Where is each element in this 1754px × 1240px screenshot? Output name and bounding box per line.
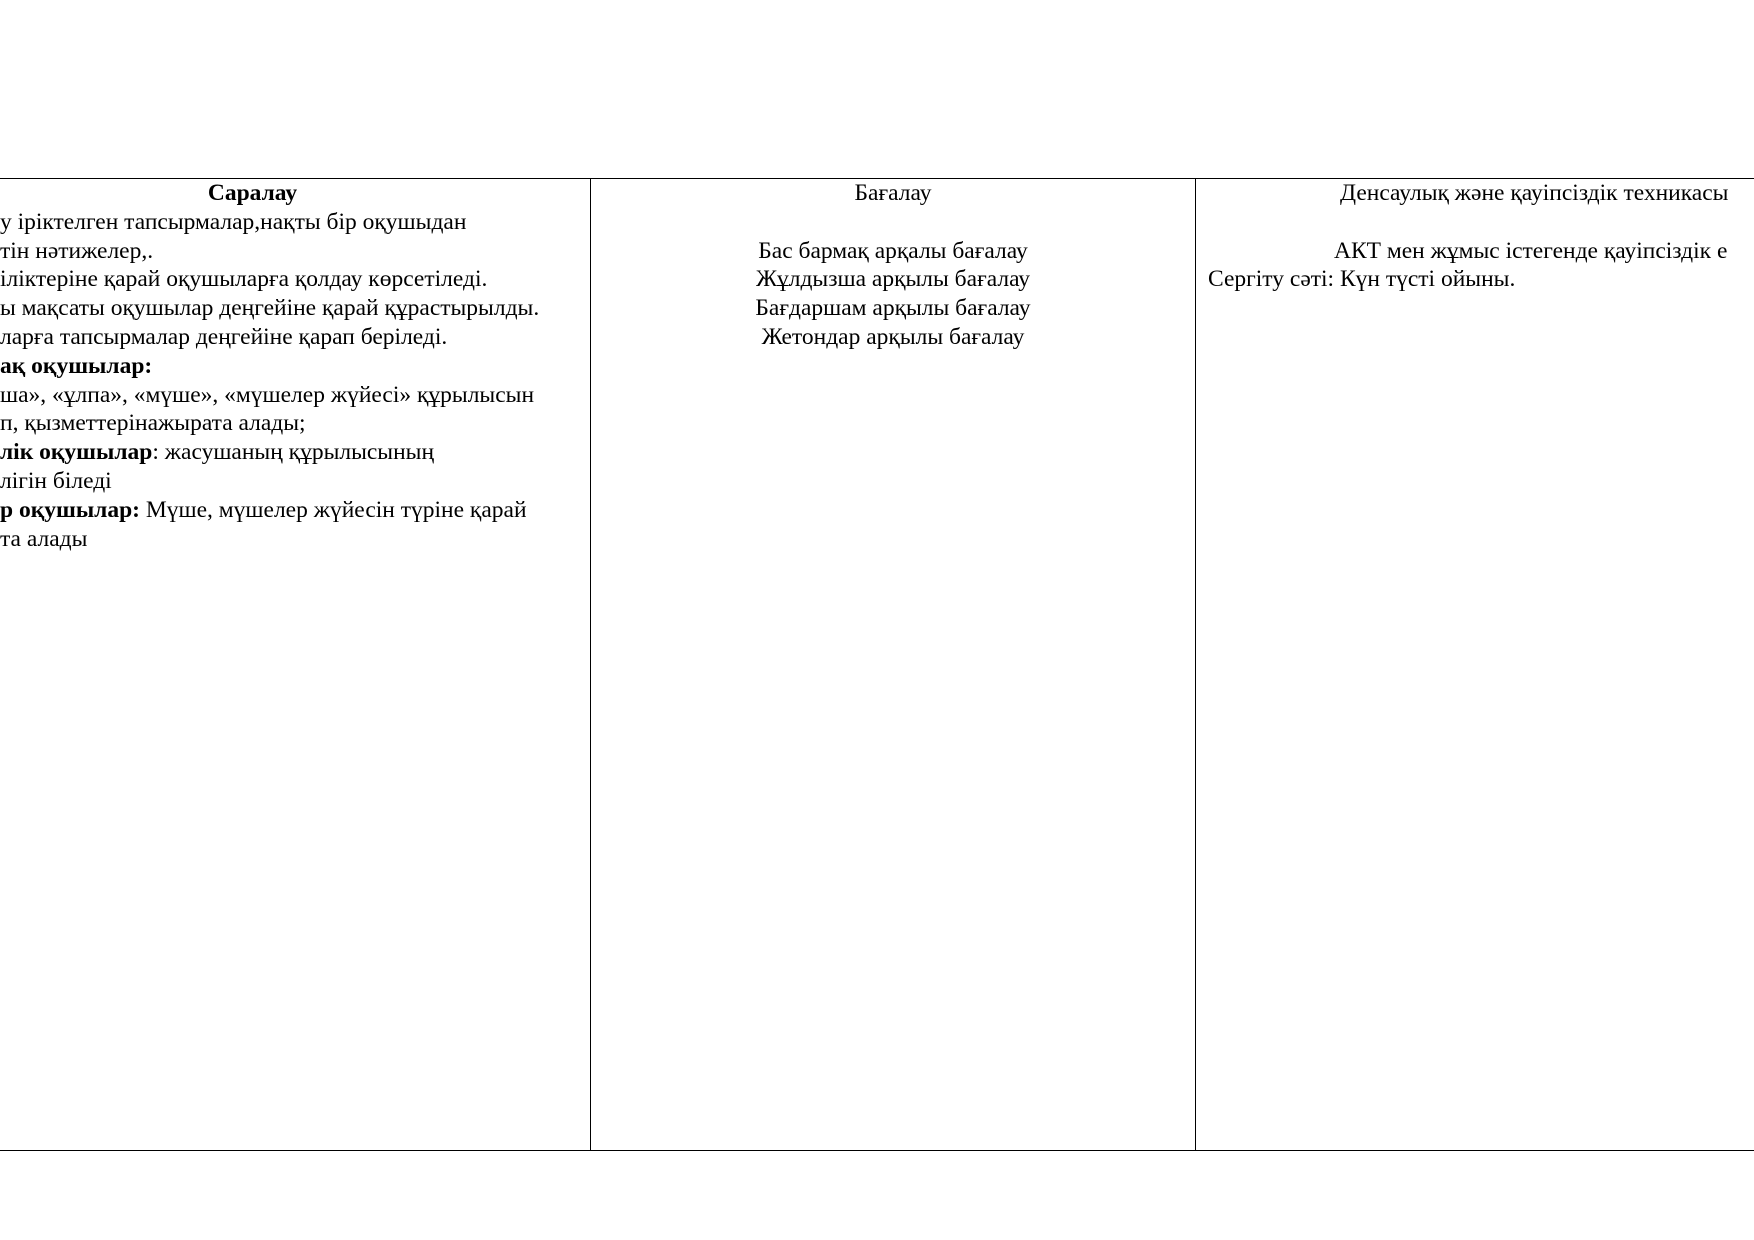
differentiation-line	[0, 467, 588, 496]
differentiation-text: тін нәтижелер,.	[0, 237, 154, 264]
assessment-cell	[591, 179, 1195, 1150]
differentiation-group-label: лік оқушылар	[0, 439, 153, 466]
differentiation-lines	[0, 208, 588, 554]
ict-safety-line: АКТ мен жұмыс істегенде қауіпсіздік е	[1334, 237, 1728, 264]
differentiation-text: ларға тапсырмалар деңгейіне қарап беріледі.	[0, 323, 448, 350]
differentiation-line	[0, 237, 588, 266]
blank-line	[1196, 208, 1754, 237]
differentiation-line	[0, 525, 588, 554]
health-safety-heading: Денсаулық және қауіпсіздік техникасы	[1340, 180, 1729, 206]
lesson-plan-table	[0, 178, 1754, 1151]
assessment-method: Бағдаршам арқылы бағалау	[755, 295, 1031, 322]
differentiation-text: та алады	[0, 525, 88, 552]
warmup-line: Сергіту сәті: Күн түсті ойыны.	[1208, 266, 1516, 293]
differentiation-text: ша», «ұлпа», «мүше», «мүшелер жүйесі» құрылысын	[0, 381, 535, 408]
differentiation-text: п, қызметтерінажырата алады;	[0, 410, 306, 437]
differentiation-line	[0, 381, 588, 410]
differentiation-line	[0, 438, 588, 467]
differentiation-text: ы мақсаты оқушылар деңгейіне қарай құрастырылды.	[0, 295, 540, 322]
differentiation-line	[0, 352, 588, 381]
assessment-heading: Бағалау	[854, 180, 932, 206]
differentiation-line	[0, 294, 588, 323]
differentiation-group-label: ақ оқушылар:	[0, 352, 153, 379]
differentiation-cell	[0, 179, 588, 1150]
blank-line	[591, 208, 1195, 237]
differentiation-heading: Саралау	[207, 180, 298, 206]
differentiation-group-label: р оқушылар:	[0, 496, 141, 523]
differentiation-line	[0, 208, 588, 237]
differentiation-text: іліктеріне қарай оқушыларға қолдау көрсетіледі.	[0, 266, 488, 293]
differentiation-line	[0, 265, 588, 294]
differentiation-line	[0, 496, 588, 525]
assessment-method: Жетондар арқылы бағалау	[761, 323, 1025, 350]
differentiation-line	[0, 323, 588, 352]
differentiation-text: лігін біледі	[0, 467, 112, 494]
differentiation-text: у іріктелген тапсырмалар,нақты бір оқушыдан	[0, 208, 467, 235]
differentiation-text: Мүше, мүшелер жүйесін түріне қарай	[140, 496, 527, 523]
assessment-method: Жұлдызша арқылы бағалау	[755, 266, 1031, 293]
assessment-method: Бас бармақ арқалы бағалау	[758, 237, 1028, 264]
differentiation-line	[0, 409, 588, 438]
health-safety-cell	[1196, 179, 1754, 1150]
differentiation-text: : жасушаның құрылысының	[152, 439, 435, 466]
